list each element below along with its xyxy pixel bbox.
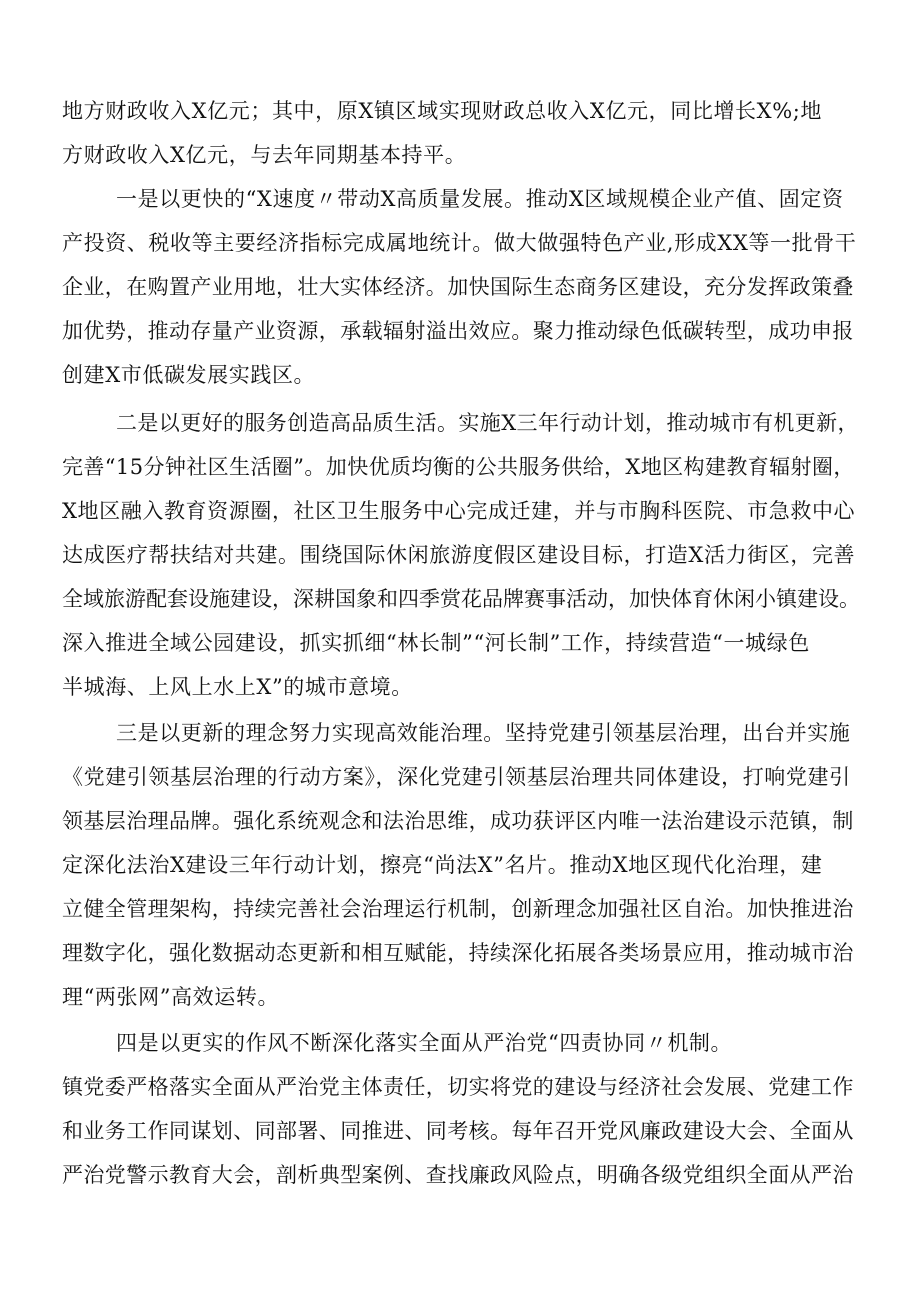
paragraph-line: 三是以更新的理念努力实现高效能治理。坚持党建引领基层治理，出台并实施 — [116, 721, 851, 745]
paragraph-line: 理“两张网”高效运转。 — [62, 985, 280, 1009]
paragraph-line: 二是以更好的服务创造高品质生活。实施X三年行动计划，推动城市有机更新， — [116, 411, 859, 435]
paragraph-line: 企业，在购置产业用地，壮大实体经济。加快国际生态商务区建设，充分发挥政策叠 — [62, 275, 854, 299]
paragraph-line: X地区融入教育资源圈，社区卫生服务中心完成迁建，并与市胸科医院、市急救中心 — [62, 499, 856, 523]
paragraph-line: 产投资、税收等主要经济指标完成属地统计。做大做强特色产业,形成XX等一批骨干 — [62, 231, 857, 255]
paragraph-line: 和业务工作同谋划、同部署、同推进、同考核。每年召开党风廉政建设大会、全面从 — [62, 1119, 854, 1143]
paragraph-line: 地方财政收入X亿元；其中，原X镇区域实现财政总收入X亿元，同比增长X%;地 — [62, 99, 823, 123]
paragraph-line: 加优势，推动存量产业资源，承载辐射溢出效应。聚力推动绿色低碳转型，成功申报 — [62, 319, 854, 343]
paragraph-line: 完善“15分钟社区生活圈”。加快优质均衡的公共服务供给，X地区构建教育辐射圈， — [62, 455, 855, 479]
paragraph-line: 四是以更实的作风不断深化落实全面从严治党“四责协同〃机制。 — [116, 1031, 733, 1055]
paragraph-line: 定深化法治X建设三年行动计划，擦亮“尚法X”名片。推动X地区现代化治理，建 — [62, 853, 823, 877]
paragraph-line: 半城海、上风上水上X”的城市意境。 — [62, 675, 413, 699]
paragraph-line: 理数字化，强化数据动态更新和相互赋能，持续深化拓展各类场景应用，推动城市治 — [62, 941, 854, 965]
paragraph-line: 立健全管理架构，持续完善社会治理运行机制，创新理念加强社区自治。加快推进治 — [62, 897, 854, 921]
paragraph-line: 镇党委严格落实全面从严治党主体责任，切实将党的建设与经济社会发展、党建工作 — [62, 1075, 854, 1099]
paragraph-line: 《党建引领基层治理的行动方案》，深化党建引领基层治理共同体建设，打响党建引 — [62, 765, 851, 789]
paragraph-line: 严治党警示教育大会，剖析典型案例、查找廉政风险点，明确各级党组织全面从严治 — [62, 1163, 854, 1187]
paragraph-line: 全域旅游配套设施建设，深耕国象和四季赏花品牌赛事活动，加快体育休闲小镇建设。 — [62, 587, 860, 611]
paragraph-line: 领基层治理品牌。强化系统观念和法治思维，成功获评区内唯一法治建设示范镇，制 — [62, 809, 854, 833]
paragraph-line: 创建X市低碳发展实践区。 — [62, 363, 316, 387]
paragraph-line: 达成医疗帮扶结对共建。围绕国际休闲旅游度假区建设目标，打造X活力街区，完善 — [62, 543, 856, 567]
paragraph-line: 一是以更快的“X速度〃带动X高质量发展。推动X区域规模企业产值、固定资 — [116, 187, 844, 211]
paragraph-line: 深入推进全域公园建设，抓实抓细“林长制”“河长制”工作，持续营造“一城绿色 — [62, 631, 810, 655]
paragraph-line: 方财政收入X亿元，与去年同期基本持平。 — [62, 143, 467, 167]
